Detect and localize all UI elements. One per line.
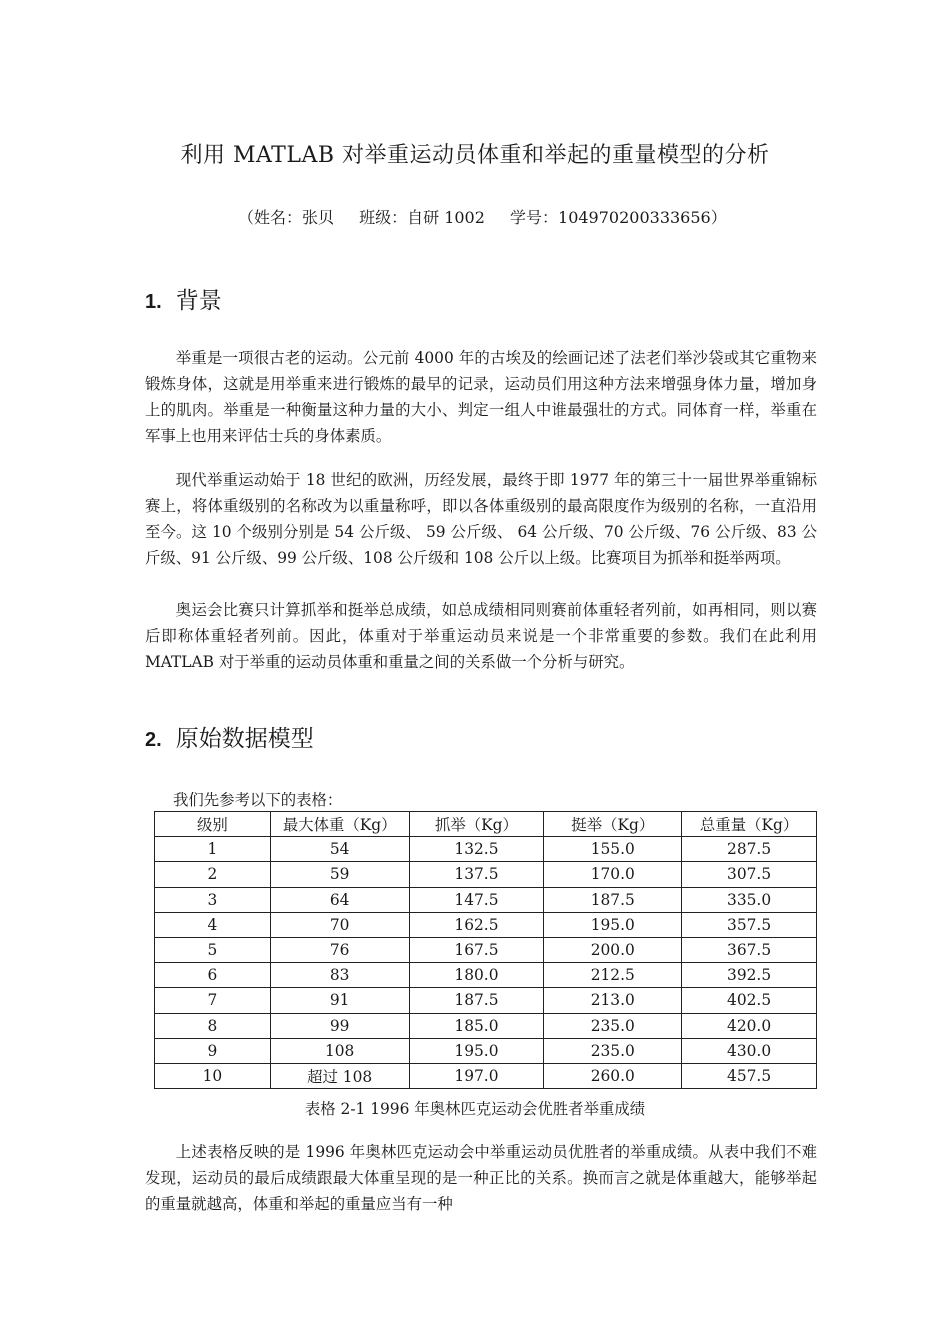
- table-cell: 335.0: [682, 887, 817, 912]
- table-cell: 180.0: [409, 963, 544, 988]
- table-cell: 195.0: [409, 1038, 544, 1063]
- paragraph-analysis: 上述表格反映的是 1996 年奥林匹克运动会中举重运动员优胜者的举重成绩。从表中我们不难发现，运动员的最后成绩跟最大体重呈现的是一种正比的关系。换而言之就是体重越大，能够举起的重量就越高，体重和举起的重量应当有一种: [145, 1143, 817, 1213]
- section-number: 1.: [145, 291, 162, 313]
- table-cell: 235.0: [544, 1013, 682, 1038]
- table-cell: 212.5: [544, 963, 682, 988]
- header-cell: 级别: [155, 812, 271, 837]
- section-heading-background: [145, 282, 222, 315]
- table-cell: 200.0: [544, 937, 682, 962]
- section-title: 背景: [175, 288, 222, 314]
- table-cell: 108: [270, 1038, 409, 1063]
- table-row: [155, 1063, 817, 1088]
- header-cell: 挺举（Kg）: [544, 812, 682, 837]
- section-heading-data-model: [145, 720, 314, 753]
- table-cell: 76: [270, 937, 409, 962]
- author-student-id: 学号：104970200333656）: [510, 208, 727, 227]
- table-cell: 5: [155, 937, 271, 962]
- paragraph-background-2: 现代举重运动始于 18 世纪的欧洲，历经发展，最终于即 1977 年的第三十一届世界举重锦标赛上，将体重级别的名称改为以重量称呼，即以各体重级别的最高限度作为级别的名称，一直沿用至今。这 10 个级别分别是 54 公斤级、 59 公斤级、 64 公斤级、70 公斤级、76 公斤级、83 公斤级、91 公斤级、99 公斤级、108 公斤级和 108 公斤以上级。比赛项目为抓举和挺举两项。: [145, 471, 817, 567]
- table-cell: 59: [270, 862, 409, 887]
- table-cell: 457.5: [682, 1063, 817, 1088]
- table-cell: 4: [155, 912, 271, 937]
- table-cell: 83: [270, 963, 409, 988]
- table-cell: 137.5: [409, 862, 544, 887]
- table-cell: 357.5: [682, 912, 817, 937]
- table-row: [155, 837, 817, 862]
- table-cell: 430.0: [682, 1038, 817, 1063]
- table-cell: 99: [270, 1013, 409, 1038]
- table-cell: 185.0: [409, 1013, 544, 1038]
- table-cell: 91: [270, 988, 409, 1013]
- paragraph-background-1: 举重是一项很古老的运动。公元前 4000 年的古埃及的绘画记述了法老们举沙袋或其它重物来锻炼身体，这就是用举重来进行锻炼的最早的记录，运动员们用这种方法来增强身体力量，增加身上的肌肉。举重是一种衡量这种力量的大小、判定一组人中谁最强壮的方式。同体育一样，举重在军事上也用来评估士兵的身体素质。: [145, 349, 817, 445]
- table-cell: 3: [155, 887, 271, 912]
- table-cell: 197.0: [409, 1063, 544, 1088]
- table-cell: 392.5: [682, 963, 817, 988]
- table-cell: 8: [155, 1013, 271, 1038]
- table-row: [155, 988, 817, 1013]
- document-title: 利用 MATLAB 对举重运动员体重和举起的重量模型的分析: [180, 143, 770, 168]
- table-cell: 70: [270, 912, 409, 937]
- table-cell: 195.0: [544, 912, 682, 937]
- header-cell: 最大体重（Kg）: [270, 812, 409, 837]
- table-caption: 表格 2-1 1996 年奥林匹克运动会优胜者举重成绩: [304, 1100, 646, 1118]
- table-cell: 2: [155, 862, 271, 887]
- table-cell: 1: [155, 837, 271, 862]
- table-cell: 187.5: [544, 887, 682, 912]
- table-cell: 6: [155, 963, 271, 988]
- table-cell: 167.5: [409, 937, 544, 962]
- weightlifting-table: [154, 811, 817, 1089]
- table-cell: 213.0: [544, 988, 682, 1013]
- header-cell: 总重量（Kg）: [682, 812, 817, 837]
- table-row: [155, 963, 817, 988]
- table-cell: 超过 108: [270, 1063, 409, 1088]
- table-row: [155, 1038, 817, 1063]
- table-cell: 420.0: [682, 1013, 817, 1038]
- table-cell: 155.0: [544, 837, 682, 862]
- table-cell: 147.5: [409, 887, 544, 912]
- table-row: [155, 912, 817, 937]
- table-cell: 170.0: [544, 862, 682, 887]
- author-class: 班级：自研 1002: [359, 208, 485, 227]
- table-cell: 367.5: [682, 937, 817, 962]
- table-cell: 7: [155, 988, 271, 1013]
- table-cell: 64: [270, 887, 409, 912]
- table-intro: 我们先参考以下的表格：: [173, 791, 343, 809]
- table-cell: 10: [155, 1063, 271, 1088]
- table-row: [155, 937, 817, 962]
- table-cell: 132.5: [409, 837, 544, 862]
- table-cell: 260.0: [544, 1063, 682, 1088]
- author-info: [238, 205, 747, 228]
- table-cell: 187.5: [409, 988, 544, 1013]
- table-cell: 54: [270, 837, 409, 862]
- section-number: 2.: [145, 729, 162, 751]
- table-cell: 307.5: [682, 862, 817, 887]
- table-cell: 235.0: [544, 1038, 682, 1063]
- table-row: [155, 887, 817, 912]
- header-cell: 抓举（Kg）: [409, 812, 544, 837]
- table-cell: 162.5: [409, 912, 544, 937]
- paragraph-background-3: 奥运会比赛只计算抓举和挺举总成绩，如总成绩相同则赛前体重轻者列前，如再相同，则以赛后即称体重轻者列前。因此，体重对于举重运动员来说是一个非常重要的参数。我们在此利用 MATLAB 对于举重的运动员体重和重量之间的关系做一个分析与研究。: [145, 601, 817, 671]
- table-row: [155, 1013, 817, 1038]
- table-header-row: [155, 812, 817, 837]
- table-cell: 402.5: [682, 988, 817, 1013]
- table-cell: 287.5: [682, 837, 817, 862]
- table-row: [155, 862, 817, 887]
- section-title: 原始数据模型: [175, 726, 314, 752]
- author-name: （姓名：张贝: [238, 208, 335, 227]
- table-cell: 9: [155, 1038, 271, 1063]
